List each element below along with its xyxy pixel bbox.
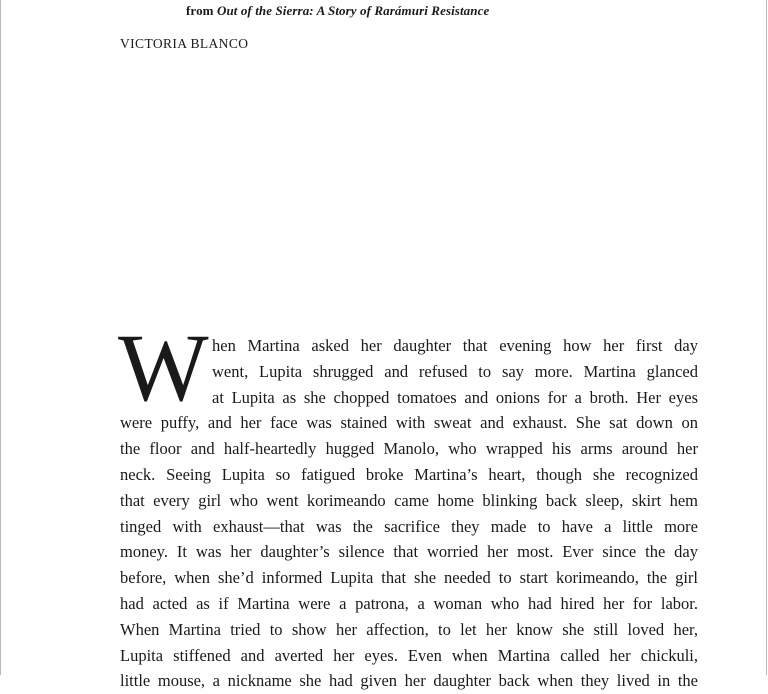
author-name: VICTORIA BLANCO <box>120 36 249 51</box>
text-line: the floor and half-heartedly hugged Manolo, who wrapped his arms around her <box>120 439 698 459</box>
page-right-edge <box>766 0 767 675</box>
text-line: that every girl who went korimeando came home blinking back sleep, skirt hem <box>120 490 698 510</box>
text-line: were puffy, and her face was stained with sweat and exhaust. She sat down on <box>120 413 698 433</box>
text-line: tinged with exhaust—that was the sacrifice they made to have a little more <box>120 516 698 536</box>
text-line: neck. Seeing Lupita so fatigued broke Martina’s heart, though she recognized <box>120 464 698 484</box>
text-line: went, Lupita shrugged and refused to say more. Martina glanced <box>212 361 698 381</box>
text-line: little mouse, a nickname she had given her daughter back when they lived in the <box>120 671 698 691</box>
story-paragraph <box>120 333 698 694</box>
page-left-edge <box>0 0 1 675</box>
text-line: Lupita stiffened and averted her eyes. Even when Martina called her chickuli, <box>120 645 698 665</box>
text-line: hen Martina asked her daughter that evening how her first day <box>212 336 698 355</box>
text-line: at Lupita as she chopped tomatoes and onions for a broth. Her eyes <box>212 387 698 407</box>
source-line <box>186 3 489 19</box>
text-line: money. It was her daughter’s silence that worried her most. Ever since the day <box>120 542 698 562</box>
text-line: had acted as if Martina were a patrona, a woman who had hired her for labor. <box>120 593 698 613</box>
book-title: Out of the Sierra: A Story of Rarámuri Resistance <box>216 3 490 18</box>
text-line: before, when she’d informed Lupita that she needed to start korimeando, the girl <box>120 568 698 588</box>
drop-cap: W <box>118 314 209 421</box>
text-line: When Martina tried to show her affection, to let her know she still loved her, <box>120 619 698 639</box>
source-prefix: from <box>186 3 217 18</box>
